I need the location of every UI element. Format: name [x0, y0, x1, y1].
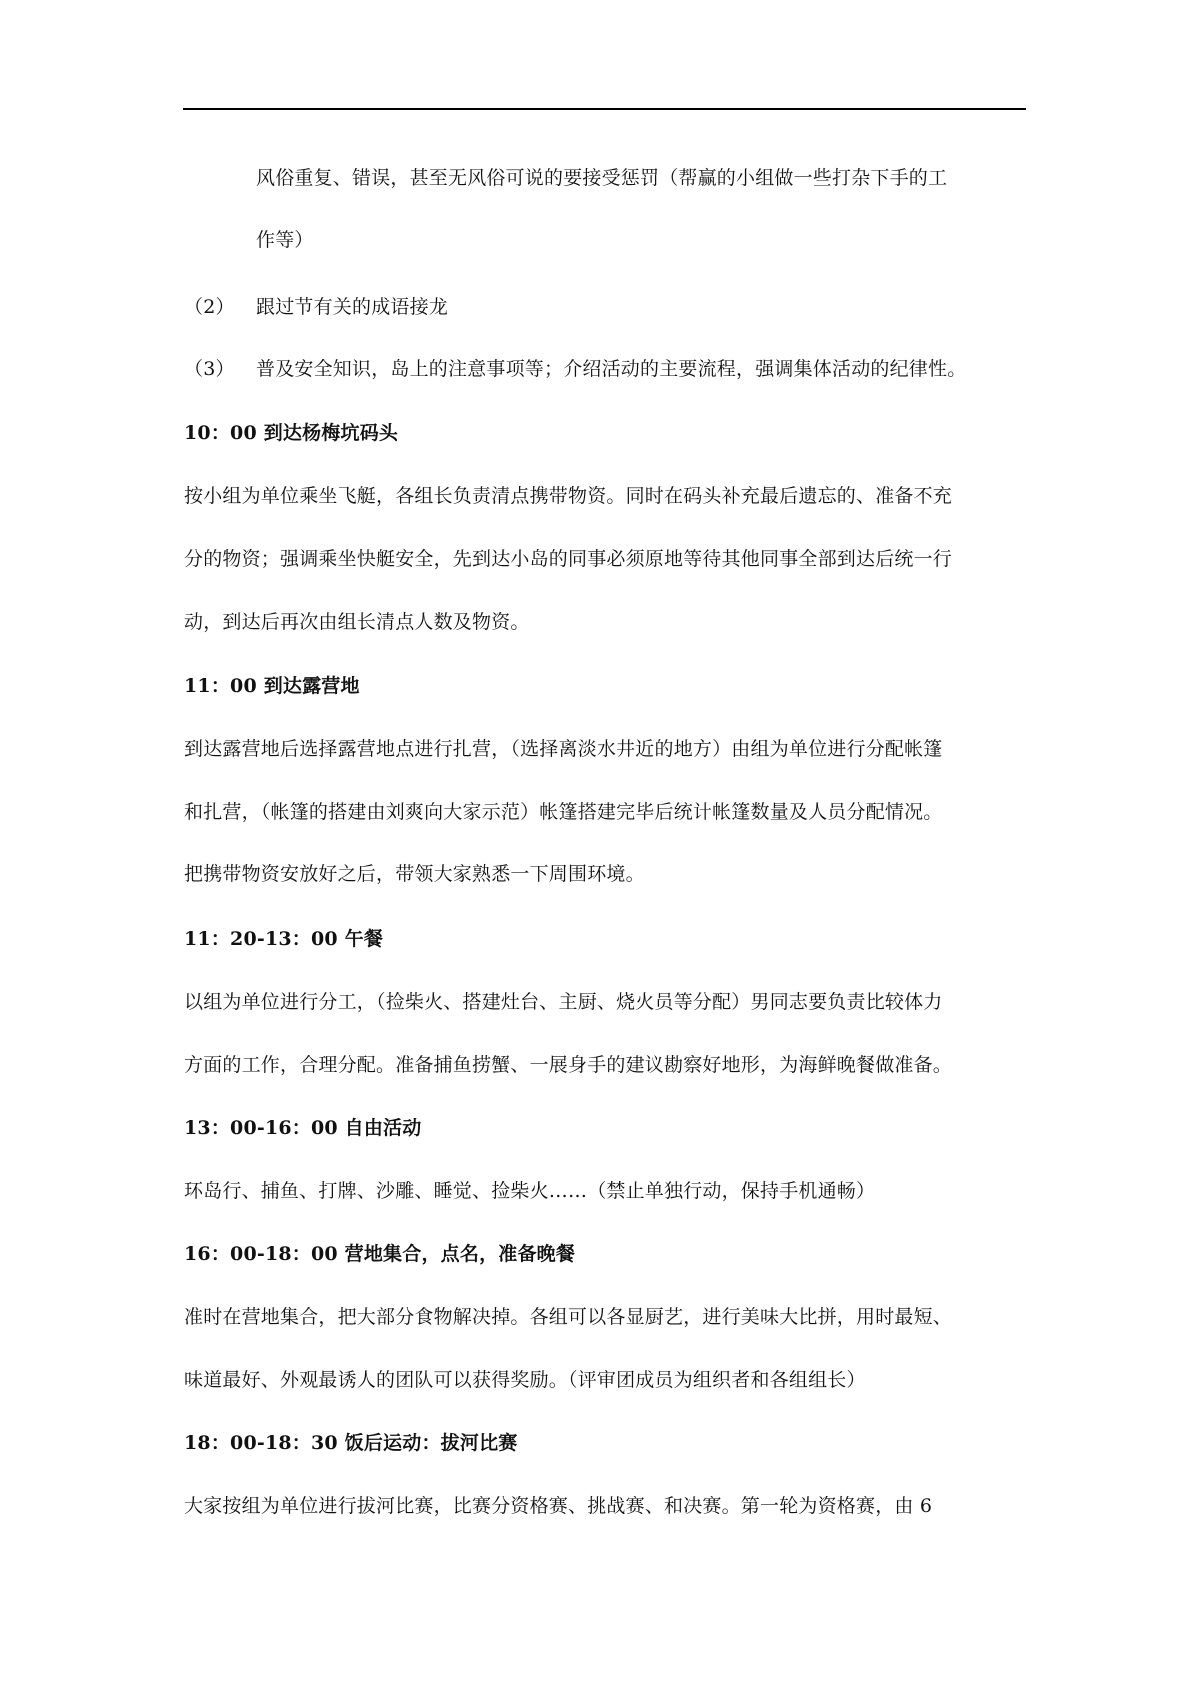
- list-item-number: （2）: [184, 296, 235, 318]
- paragraph-line: 味道最好、外观最诱人的团队可以获得奖励。（评审团成员为组织者和各组组长）: [184, 1369, 866, 1391]
- list-item-text: 普及安全知识，岛上的注意事项等；介绍活动的主要流程，强调集体活动的纪律性。: [256, 358, 967, 380]
- section-heading: 11：20-13：00 午餐: [184, 928, 384, 950]
- paragraph-line: 准时在营地集合，把大部分食物解决掉。各组可以各显厨艺，进行美味大比拼，用时最短、: [184, 1306, 953, 1328]
- continuation-line-2: 作等）: [256, 229, 314, 251]
- paragraph-line: 和扎营，（帐篷的搭建由刘爽向大家示范）帐篷搭建完毕后统计帐篷数量及人员分配情况。: [184, 801, 943, 823]
- list-item: [184, 356, 966, 382]
- paragraph-line: 环岛行、捕鱼、打牌、沙雕、睡觉、捡柴火……（禁止单独行动，保持手机通畅）: [184, 1180, 876, 1202]
- paragraph-line: 按小组为单位乘坐飞艇，各组长负责清点携带物资。同时在码头补充最后遗忘的、准备不充: [184, 485, 953, 507]
- section-heading: 18：00-18：30 饭后运动：拔河比赛: [184, 1432, 518, 1454]
- paragraph-line: 方面的工作，合理分配。准备捕鱼捞蟹、一展身手的建议勘察好地形，为海鲜晚餐做准备。: [184, 1054, 953, 1076]
- paragraph-line: 把携带物资安放好之后，带领大家熟悉一下周围环境。: [184, 863, 645, 885]
- paragraph-line: 以组为单位进行分工，（捡柴火、搭建灶台、主厨、烧火员等分配）男同志要负责比较体力: [184, 991, 943, 1013]
- paragraph-line: 大家按组为单位进行拔河比赛，比赛分资格赛、挑战赛、和决赛。第一轮为资格赛，由 6: [184, 1495, 933, 1517]
- section-heading: 11：00 到达露营地: [184, 675, 360, 697]
- paragraph-line: 动，到达后再次由组长清点人数及物资。: [184, 611, 530, 633]
- list-item: [184, 294, 448, 320]
- section-heading: 13：00-16：00 自由活动: [184, 1117, 422, 1139]
- paragraph-line: 到达露营地后选择露营地点进行扎营，（选择离淡水井近的地方）由组为单位进行分配帐篷: [184, 738, 943, 760]
- section-heading: 16：00-18：00 营地集合，点名，准备晚餐: [184, 1243, 576, 1265]
- list-item-number: （3）: [184, 358, 235, 380]
- continuation-line-1: 风俗重复、错误，甚至无风俗可说的要接受惩罚（帮赢的小组做一些打杂下手的工: [256, 167, 948, 189]
- header-rule: [183, 108, 1026, 110]
- section-heading: 10：00 到达杨梅坑码头: [184, 422, 399, 444]
- paragraph-line: 分的物资；强调乘坐快艇安全，先到达小岛的同事必须原地等待其他同事全部到达后统一行: [184, 548, 953, 570]
- list-item-text: 跟过节有关的成语接龙: [256, 296, 449, 318]
